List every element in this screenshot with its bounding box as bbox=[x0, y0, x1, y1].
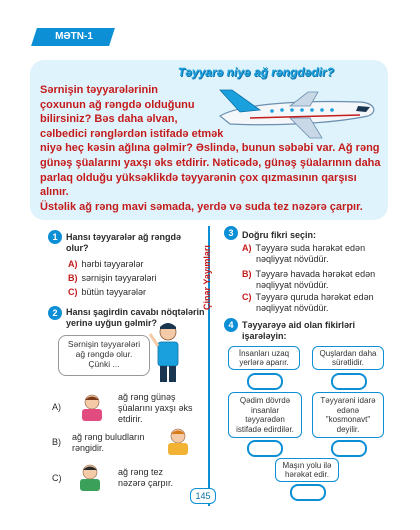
fact-card-4 bbox=[312, 392, 384, 438]
q2-option-b-l1: ağ rəng buludların bbox=[72, 432, 145, 442]
question-number-4: 4 bbox=[224, 318, 238, 332]
fact-card-4-text bbox=[320, 396, 375, 434]
q3-option-b[interactable] bbox=[242, 269, 392, 291]
fact-card-3 bbox=[228, 392, 302, 438]
question-number-2: 2 bbox=[48, 306, 62, 320]
child-a-illustration bbox=[72, 392, 112, 422]
q2-option-c-text bbox=[118, 467, 208, 489]
answer-slot-3[interactable] bbox=[247, 440, 283, 457]
question-4-text bbox=[242, 320, 392, 342]
fact-card-5-text bbox=[283, 461, 332, 480]
q2-option-a-l3: etdirir. bbox=[118, 414, 143, 424]
story-line: niyə heç kəsin ağlına gəlmir? Əslində, bunun səbəbi var. Ağ rəng bbox=[40, 142, 380, 155]
story-line: parlaq olduğu yüksəklikdə təyyarənin çox qızmasının qarşısı alınır. bbox=[40, 171, 357, 199]
q2-option-c-l2: nəzərə çarpır. bbox=[118, 478, 174, 488]
answer-slot-5[interactable] bbox=[290, 484, 326, 501]
question-2-line1: Hansı şagirdin cavabı nöqtələrin bbox=[66, 307, 205, 317]
teacher-line3: Çünki ... bbox=[88, 359, 120, 369]
fact-card-4-l4: deyilir. bbox=[336, 424, 360, 434]
q2-option-b-letter[interactable]: B) bbox=[52, 437, 61, 447]
fact-card-4-l2: edənə bbox=[336, 405, 360, 415]
story-line: bilirsiniz? Bəs daha əlvan, bbox=[40, 113, 178, 126]
fact-card-1 bbox=[228, 346, 300, 370]
question-number-3: 3 bbox=[224, 226, 238, 240]
q3-option-c-l1: Təyyarə quruda hərəkət edən bbox=[255, 292, 374, 302]
question-1-line2: olur? bbox=[66, 243, 89, 253]
teacher-line2: ağ rəngdə olur. bbox=[75, 349, 133, 359]
q1-option-a[interactable] bbox=[68, 259, 144, 270]
q2-option-b-text bbox=[72, 432, 162, 454]
q3-option-a-l2: nəqliyyat növüdür. bbox=[256, 254, 329, 264]
fact-card-1-l1: İnsanları uzaq bbox=[238, 348, 290, 358]
q1-option-c[interactable] bbox=[68, 287, 146, 298]
story-line: günəş şüalarını yaxşı əks etdirir. Nəticədə, günəş şüalarının daha bbox=[40, 156, 381, 169]
story-line: Üstəlik ağ rəng mavi səmada, yerdə və suda tez nəzərə çarpır. bbox=[40, 200, 363, 213]
question-number-1: 1 bbox=[48, 230, 62, 244]
fact-card-5 bbox=[275, 458, 339, 482]
q3-option-a-l1: Təyyarə suda hərəkət edən bbox=[255, 243, 366, 253]
fact-card-4-l1: Təyyarəni idarə bbox=[320, 396, 376, 405]
fact-card-3-l4: istifadə edirdilər. bbox=[236, 424, 294, 434]
q2-option-a-letter[interactable]: A) bbox=[52, 402, 61, 412]
q3-option-c-l2: nəqliyyat növüdür. bbox=[256, 303, 329, 313]
q2-option-c-l1: ağ rəng tez bbox=[118, 467, 164, 477]
question-1-line1: Hansı təyyarələr ağ rəngdə bbox=[66, 232, 182, 242]
q3-option-b-l1: Təyyarə havada hərəkət edən bbox=[255, 269, 376, 279]
teacher-illustration bbox=[148, 320, 188, 384]
answer-slot-4[interactable] bbox=[331, 440, 367, 457]
story-line: Sərnişin təyyarələrinin bbox=[40, 84, 158, 96]
fact-card-1-l2: yerlərə aparır. bbox=[239, 358, 289, 367]
question-4-line1: Təyyarəyə aid olan fikirləri bbox=[242, 320, 356, 330]
q2-option-a-l1: ağ rəng günəş bbox=[118, 392, 176, 402]
lesson-title: Təyyarə niyə ağ rəngdədir? bbox=[176, 65, 336, 79]
q1-option-b[interactable] bbox=[68, 273, 157, 284]
fact-card-2-text bbox=[320, 349, 377, 368]
q3-option-a-letter: A) bbox=[242, 243, 252, 253]
header-label: MƏTN-1 bbox=[55, 31, 93, 42]
q3-option-c-letter: C) bbox=[242, 292, 252, 302]
publisher-brand: Çinar Yayımları bbox=[202, 245, 212, 310]
fact-card-5-l1: Maşın yolu ilə bbox=[282, 460, 332, 470]
q3-option-b-l2: nəqliyyat növüdür. bbox=[256, 280, 329, 290]
fact-card-5-l2: hərəkət edir. bbox=[284, 470, 329, 479]
fact-card-2 bbox=[312, 346, 384, 370]
fact-card-1-text bbox=[239, 349, 289, 368]
fact-card-2-l2: sürətlidir. bbox=[331, 358, 364, 367]
fact-card-3-l1: Qədim dövrdə bbox=[239, 396, 291, 405]
q2-option-a-l2: şüalarını yaxşı əks bbox=[118, 403, 193, 413]
fact-card-2-l1: Quşlardan daha bbox=[319, 348, 377, 358]
fact-card-4-l3: "kosmonavt" bbox=[325, 415, 371, 424]
q2-option-c-letter[interactable]: C) bbox=[52, 473, 62, 483]
q2-option-a-text bbox=[118, 392, 208, 425]
fact-card-3-l3: təyyarədən bbox=[245, 415, 285, 424]
question-2-line2: yerinə uyğun gəlmir? bbox=[66, 318, 158, 328]
question-1-text bbox=[66, 232, 196, 254]
page-number: 145 bbox=[190, 488, 216, 504]
question-3-text: Doğru fikri seçin: bbox=[242, 230, 317, 240]
teacher-speech-bubble bbox=[58, 335, 150, 376]
q1-option-b-letter: B) bbox=[68, 273, 78, 283]
q1-option-c-letter: C) bbox=[68, 287, 78, 297]
child-b-illustration bbox=[158, 426, 198, 456]
q1-option-b-text: sərnişin təyyarələri bbox=[81, 273, 157, 283]
q2-option-b-l2: rəngidir. bbox=[72, 443, 105, 453]
q1-option-a-letter: A) bbox=[68, 259, 78, 269]
teacher-line1: Sərnişin təyyarələri bbox=[67, 339, 141, 349]
answer-slot-2[interactable] bbox=[331, 373, 367, 390]
q1-option-c-text: bütün təyyarələr bbox=[81, 287, 147, 297]
story-line: çoxunun ağ rəngdə olduğunu bbox=[40, 98, 195, 111]
q3-option-b-letter: B) bbox=[242, 269, 252, 279]
child-c-illustration bbox=[70, 462, 110, 492]
answer-slot-1[interactable] bbox=[247, 373, 283, 390]
story-line: cəlbedici rənglərdən istifadə etmək bbox=[40, 127, 224, 140]
story-text bbox=[40, 83, 388, 214]
q1-option-a-text: hərbi təyyarələr bbox=[81, 259, 144, 269]
q3-option-c[interactable] bbox=[242, 292, 392, 314]
question-4-line2: işarələyin: bbox=[242, 331, 287, 341]
fact-card-3-l2: insanlar bbox=[250, 405, 279, 415]
fact-card-3-text bbox=[236, 396, 294, 434]
q3-option-a[interactable] bbox=[242, 243, 392, 265]
